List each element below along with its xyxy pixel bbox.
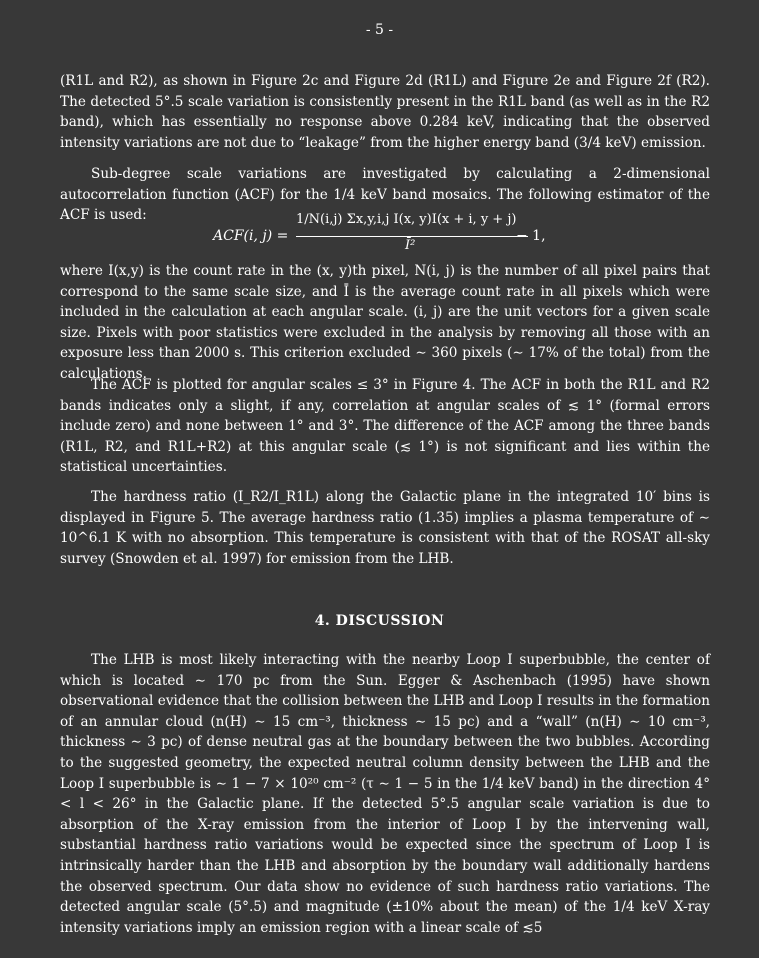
page-number: - 5 - [365,22,394,38]
equation-numerator: 1/N(i,j) Σx,y,i,j I(x, y)I(x + i, y + j) [296,212,517,227]
section-heading: 4. DISCUSSION [314,613,445,629]
paragraph-3: where I(x,y) is the count rate in the (x, y)th pixel, N(i, j) is the number of all pixel pairs that correspond to the same scale size, and Ī is the average count rate in all pixels which were included in the calculation at each angular scale. (i, j) are the unit vectors for a given scale size. Pixels with poor statistics were excluded in the analysis by removing all those with an exposure less than 2000 s. This criterion excluded ∼ 360 pixels (∼ 17% of the total) from the calculations. [60,263,710,382]
acf-equation [200,212,580,264]
paragraph-2: Sub-degree scale variations are investigated by calculating a 2-dimensional autocorrelation function (ACF) for the 1/4 keV band mosaics. The following estimator of the ACF is used: [60,166,710,224]
fraction-line [296,236,528,237]
equation-denominator: Ī² [405,238,416,253]
equation-lhs: ACF(i, j) = [213,228,289,244]
paragraph-4: The ACF is plotted for angular scales ≤ 3° in Figure 4. The ACF in both the R1L and R2 bands indicates only a slight, if any, correlation at angular scales of ≲ 1° (formal errors include zero) and none between 1° and 3°. The difference of the ACF among the three bands (R1L, R2, and R1L+R2) at this angular scale (≲ 1°) is not significant and lies within the statistical uncertainties. [60,377,710,476]
paragraph-5: The hardness ratio (I_R2/I_R1L) along the Galactic plane in the integrated 10′ bins is displayed in Figure 5. The average hardness ratio (1.35) implies a plasma temperature of ∼ 10^6.1 K with no absorption. This temperature is consistent with that of the ROSAT all-sky survey (Snowden et al. 1997) for emission from the LHB. [60,489,710,567]
paragraph-1: (R1L and R2), as shown in Figure 2c and Figure 2d (R1L) and Figure 2e and Figure 2f (R2). The detected 5°.5 scale variation is consistently present in the R1L band (as well as in the R2 band), which has essentially no response above 0.284 keV, indicating that the observed intensity variations are not due to “leakage” from the higher energy band (3/4 keV) emission. [60,73,710,151]
paragraph-6: The LHB is most likely interacting with the nearby Loop I superbubble, the center of which is located ∼ 170 pc from the Sun. Egger & Aschenbach (1995) have shown observational evidence that the collision between the LHB and Loop I results in the formation of an annular cloud (n(H) ∼ 15 cm⁻³, thickness ∼ 15 pc) and a “wall” (n(H) ∼ 10 cm⁻³, thickness ∼ 3 pc) of dense neutral gas at the boundary between the two bubbles. According to the suggested geometry, the expected neutral column density between the LHB and the Loop I superbubble is ∼ 1 − 7 × 10²⁰ cm⁻² (τ ∼ 1 − 5 in the 1/4 keV band) in the direction 4° < l < 26° in the Galactic plane. If the detected 5°.5 angular scale variation is due to absorption of the X-ray emission from the interior of Loop I by the intervening wall, substantial hardness ratio variations would be expected since the spectrum of Loop I is intrinsically harder than the LHB and absorption by the boundary wall additionally hardens the observed spectrum. Our data show no evidence of such hardness ratio variations. The detected angular scale (5°.5) and magnitude (±10% about the mean) of the 1/4 keV X-ray intensity variations imply an emission region with a linear scale of ≲5 [60,652,710,936]
equation-rhs: − 1, [516,228,546,244]
